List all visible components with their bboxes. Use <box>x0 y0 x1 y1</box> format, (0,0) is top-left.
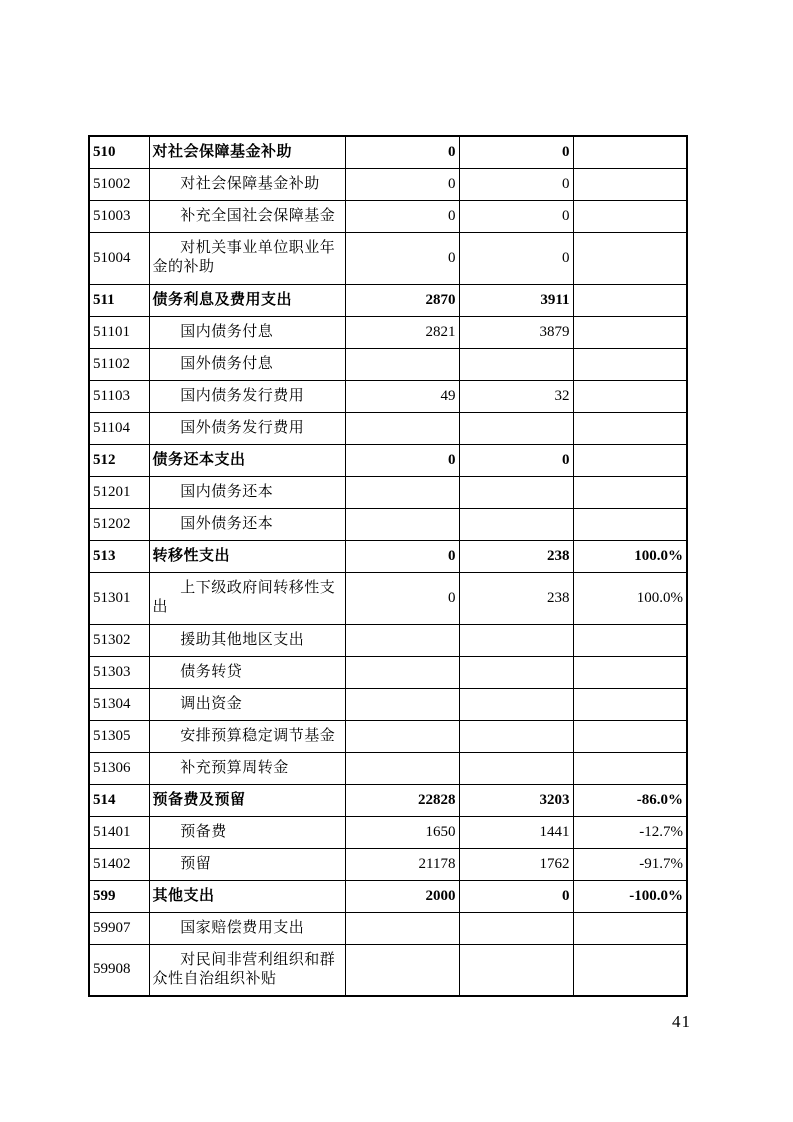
amount1-cell: 1650 <box>345 816 459 848</box>
code-cell: 513 <box>89 540 149 572</box>
table-row <box>89 540 687 572</box>
code-cell: 51103 <box>89 380 149 412</box>
amount2-cell: 32 <box>459 380 573 412</box>
amount2-cell: 1762 <box>459 848 573 880</box>
name-cell: 对民间非营利组织和群众性自治组织补贴 <box>149 944 345 996</box>
name-cell: 补充全国社会保障基金 <box>149 200 345 232</box>
name-cell: 对社会保障基金补助 <box>149 136 345 168</box>
code-cell: 51004 <box>89 232 149 284</box>
amount2-cell: 0 <box>459 200 573 232</box>
pct-cell <box>573 412 687 444</box>
table-row <box>89 136 687 168</box>
code-cell: 51302 <box>89 624 149 656</box>
amount1-cell: 0 <box>345 572 459 624</box>
code-cell: 59907 <box>89 912 149 944</box>
pct-cell: 100.0% <box>573 540 687 572</box>
budget-table <box>88 135 688 997</box>
pct-cell <box>573 200 687 232</box>
amount2-cell: 3203 <box>459 784 573 816</box>
code-cell: 51201 <box>89 476 149 508</box>
code-cell: 51304 <box>89 688 149 720</box>
code-cell: 51101 <box>89 316 149 348</box>
code-cell: 510 <box>89 136 149 168</box>
name-cell: 转移性支出 <box>149 540 345 572</box>
table-row <box>89 656 687 688</box>
amount2-cell <box>459 912 573 944</box>
amount2-cell <box>459 752 573 784</box>
amount2-cell <box>459 412 573 444</box>
page-number: 41 <box>672 1012 691 1031</box>
table-row <box>89 720 687 752</box>
code-cell: 51402 <box>89 848 149 880</box>
pct-cell: 100.0% <box>573 572 687 624</box>
amount2-cell: 3911 <box>459 284 573 316</box>
code-cell: 51305 <box>89 720 149 752</box>
pct-cell <box>573 476 687 508</box>
amount1-cell: 2821 <box>345 316 459 348</box>
table-row <box>89 944 687 996</box>
code-cell: 51303 <box>89 656 149 688</box>
name-cell: 国内债务付息 <box>149 316 345 348</box>
amount1-cell: 2870 <box>345 284 459 316</box>
amount2-cell: 238 <box>459 572 573 624</box>
amount1-cell: 0 <box>345 444 459 476</box>
amount1-cell: 49 <box>345 380 459 412</box>
name-cell: 预留 <box>149 848 345 880</box>
amount2-cell <box>459 688 573 720</box>
name-cell: 国内债务发行费用 <box>149 380 345 412</box>
pct-cell <box>573 944 687 996</box>
table-row <box>89 880 687 912</box>
pct-cell <box>573 624 687 656</box>
name-cell: 调出资金 <box>149 688 345 720</box>
table-row <box>89 348 687 380</box>
code-cell: 51003 <box>89 200 149 232</box>
pct-cell <box>573 136 687 168</box>
amount2-cell <box>459 624 573 656</box>
name-cell: 对机关事业单位职业年金的补助 <box>149 232 345 284</box>
code-cell: 51306 <box>89 752 149 784</box>
amount1-cell <box>345 624 459 656</box>
amount1-cell: 0 <box>345 200 459 232</box>
pct-cell <box>573 380 687 412</box>
table-row <box>89 508 687 540</box>
name-cell: 援助其他地区支出 <box>149 624 345 656</box>
code-cell: 599 <box>89 880 149 912</box>
name-cell: 国外债务还本 <box>149 508 345 540</box>
code-cell: 51002 <box>89 168 149 200</box>
name-cell: 债务还本支出 <box>149 444 345 476</box>
pct-cell: -86.0% <box>573 784 687 816</box>
pct-cell <box>573 688 687 720</box>
amount1-cell: 0 <box>345 168 459 200</box>
amount1-cell <box>345 720 459 752</box>
amount2-cell: 0 <box>459 880 573 912</box>
amount1-cell <box>345 508 459 540</box>
pct-cell <box>573 168 687 200</box>
name-cell: 对社会保障基金补助 <box>149 168 345 200</box>
table-row <box>89 232 687 284</box>
pct-cell: -91.7% <box>573 848 687 880</box>
amount2-cell <box>459 944 573 996</box>
table-row <box>89 476 687 508</box>
amount1-cell: 21178 <box>345 848 459 880</box>
amount1-cell <box>345 476 459 508</box>
table-row <box>89 168 687 200</box>
pct-cell <box>573 232 687 284</box>
pct-cell <box>573 752 687 784</box>
pct-cell <box>573 912 687 944</box>
pct-cell <box>573 284 687 316</box>
amount1-cell: 0 <box>345 232 459 284</box>
name-cell: 国家赔偿费用支出 <box>149 912 345 944</box>
pct-cell <box>573 348 687 380</box>
table-row <box>89 380 687 412</box>
amount1-cell <box>345 348 459 380</box>
pct-cell <box>573 508 687 540</box>
name-cell: 债务利息及费用支出 <box>149 284 345 316</box>
amount1-cell: 0 <box>345 136 459 168</box>
table-row <box>89 784 687 816</box>
pct-cell: -12.7% <box>573 816 687 848</box>
name-cell: 债务转贷 <box>149 656 345 688</box>
amount2-cell: 0 <box>459 232 573 284</box>
amount1-cell <box>345 412 459 444</box>
amount1-cell: 2000 <box>345 880 459 912</box>
table-row <box>89 572 687 624</box>
table-row <box>89 284 687 316</box>
amount2-cell: 1441 <box>459 816 573 848</box>
name-cell: 预备费 <box>149 816 345 848</box>
amount1-cell: 0 <box>345 540 459 572</box>
table-row <box>89 412 687 444</box>
name-cell: 上下级政府间转移性支出 <box>149 572 345 624</box>
code-cell: 514 <box>89 784 149 816</box>
amount2-cell <box>459 508 573 540</box>
amount1-cell: 22828 <box>345 784 459 816</box>
table-row <box>89 816 687 848</box>
amount2-cell: 0 <box>459 168 573 200</box>
code-cell: 51104 <box>89 412 149 444</box>
name-cell: 国内债务还本 <box>149 476 345 508</box>
table-row <box>89 688 687 720</box>
amount2-cell: 0 <box>459 444 573 476</box>
amount2-cell: 3879 <box>459 316 573 348</box>
amount1-cell <box>345 944 459 996</box>
name-cell: 安排预算稳定调节基金 <box>149 720 345 752</box>
pct-cell <box>573 316 687 348</box>
code-cell: 51401 <box>89 816 149 848</box>
code-cell: 512 <box>89 444 149 476</box>
code-cell: 511 <box>89 284 149 316</box>
name-cell: 国外债务付息 <box>149 348 345 380</box>
amount2-cell <box>459 656 573 688</box>
amount2-cell: 0 <box>459 136 573 168</box>
pct-cell: -100.0% <box>573 880 687 912</box>
amount1-cell <box>345 656 459 688</box>
table-row <box>89 624 687 656</box>
amount1-cell <box>345 752 459 784</box>
table-row <box>89 752 687 784</box>
code-cell: 51102 <box>89 348 149 380</box>
name-cell: 其他支出 <box>149 880 345 912</box>
name-cell: 国外债务发行费用 <box>149 412 345 444</box>
table-row <box>89 316 687 348</box>
amount1-cell <box>345 688 459 720</box>
table-row <box>89 444 687 476</box>
amount2-cell <box>459 720 573 752</box>
pct-cell <box>573 444 687 476</box>
amount2-cell <box>459 476 573 508</box>
code-cell: 51301 <box>89 572 149 624</box>
pct-cell <box>573 656 687 688</box>
table-row <box>89 848 687 880</box>
code-cell: 51202 <box>89 508 149 540</box>
amount2-cell <box>459 348 573 380</box>
table-row <box>89 200 687 232</box>
pct-cell <box>573 720 687 752</box>
name-cell: 预备费及预留 <box>149 784 345 816</box>
amount2-cell: 238 <box>459 540 573 572</box>
code-cell: 59908 <box>89 944 149 996</box>
amount1-cell <box>345 912 459 944</box>
table-row <box>89 912 687 944</box>
name-cell: 补充预算周转金 <box>149 752 345 784</box>
